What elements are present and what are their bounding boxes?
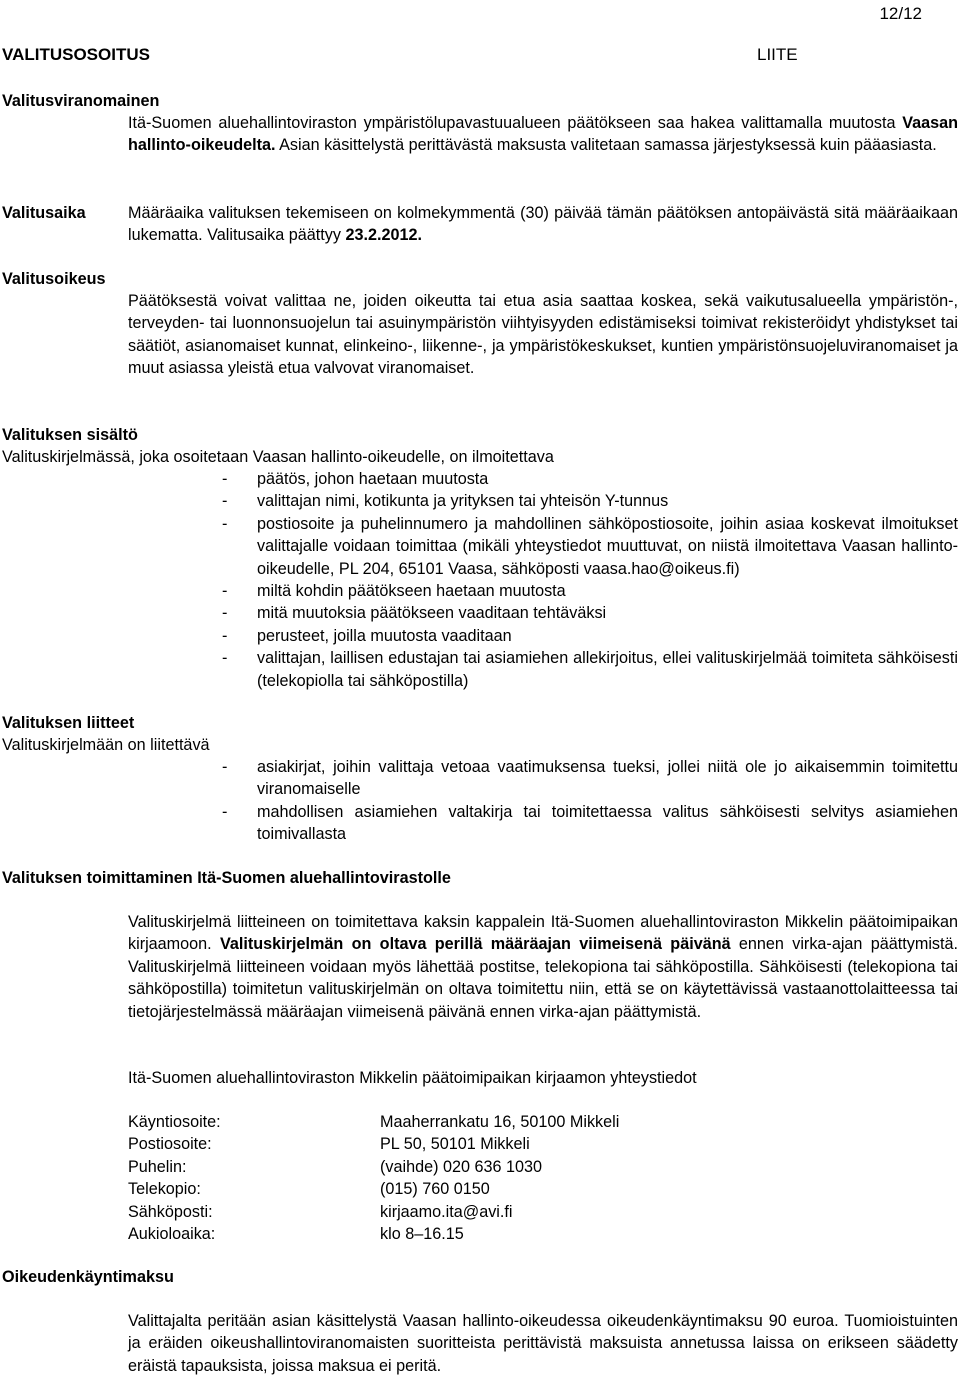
paragraph-valitusaika: Määräaika valituksen tekemiseen on kolmekymmentä (30) päivää tämän päätöksen antopäivästä sitä määräaikaan lukematta. Valitusaika päättyy 23.2.2012. xyxy=(128,204,958,245)
paragraph-valitusviranomainen: Itä-Suomen aluehallintoviraston ympäristölupavastuualueen päätökseen saa hakea valittamalla muutosta Vaasan hallinto-oikeudelta. Asian käsittelystä perittävästä maksusta valitetaan samassa järjestyksessä kuin pääasiasta. xyxy=(128,114,958,155)
liitteet-intro: Valituskirjelmään on liitettävä xyxy=(2,736,210,754)
contact-label: Käyntiosoite: xyxy=(128,1113,221,1131)
contact-row xyxy=(128,1111,619,1133)
contact-label: Puhelin: xyxy=(128,1157,187,1176)
list-item: - postiosoite ja puhelinnumero ja mahdollinen sähköpostiosoite, joihin asiaa koskevat ilmoitukset valittajalle voidaan toimittaa (mikäli yhteystiedot muuttuvat, on niistä ilmoitettava Vaasan hallinto-oikeudelle, PL 204, 65101 Vaasa, sähköposti vaasa.hao@oikeus.fi) xyxy=(222,513,958,580)
heading-valituksen-sisalto: Valituksen sisältö xyxy=(2,426,138,444)
contact-row xyxy=(128,1178,619,1200)
contact-heading: Itä-Suomen aluehallintoviraston Mikkelin päätoimipaikan kirjaamon yhteystiedot xyxy=(128,1069,697,1087)
contact-label: Telekopio: xyxy=(128,1180,201,1199)
contact-value: klo 8–16.15 xyxy=(380,1225,464,1244)
contact-value: Maaherrankatu 16, 50100 Mikkeli xyxy=(380,1113,620,1131)
paragraph-valitusoikeus: Päätöksestä voivat valittaa ne, joiden oikeutta tai etua asia saattaa koskea, sekä vaikutusalueella ympäristön-, terveyden- tai luonnonsuojelun tai asuinympäristön viihtyisyyden edistämiseksi toimivat rekisteröidyt yhdistykset tai säätiöt, asianomaiset kunnat, elinkeino-, liikenne-, ja ympäristökeskukset, kuntien ympäristönsuojeluviranomaiset ja muut asiassa yleistä etua valvovat viranomaiset. xyxy=(128,292,958,378)
contact-row xyxy=(128,1133,619,1155)
contact-label: Sähköposti: xyxy=(128,1202,213,1221)
list-item: - mahdollisen asiamiehen valtakirja tai toimitettaessa valitus sähköisesti selvitys asiamiehen toimivallasta xyxy=(222,801,958,846)
sisalto-list xyxy=(222,468,958,692)
heading-valituksen-toimittaminen: Valituksen toimittaminen Itä-Suomen aluehallintovirastolle xyxy=(2,869,451,887)
contact-value: (vaihde) 020 636 1030 xyxy=(380,1157,543,1176)
paragraph-oikeudenkayntimaksu: Valittajalta peritään asian käsittelystä Vaasan hallinto-oikeudessa oikeudenkäyntimaksu 90 euroa. Tuomioistuinten ja eräiden oikeushallintoviranomaisten suoritteista perittävistä maksuista annetussa laissa on erikseen säädetty eräistä tapauksista, joissa maksua ei peritä. xyxy=(128,1312,958,1375)
contact-value: kirjaamo.ita@avi.fi xyxy=(380,1202,513,1221)
contact-row xyxy=(128,1201,619,1223)
heading-valitusaika: Valitusaika xyxy=(2,204,86,222)
contact-label: Postiosoite: xyxy=(128,1135,212,1154)
list-item: - valittajan nimi, kotikunta ja yrityksen tai yhteisön Y-tunnus xyxy=(222,490,958,512)
heading-oikeudenkayntimaksu: Oikeudenkäyntimaksu xyxy=(2,1268,174,1286)
contact-row xyxy=(128,1223,619,1245)
list-item: - asiakirjat, joihin valittaja vetoaa vaatimuksensa tueksi, jollei niitä ole jo aikaisemmin toimitettu viranomaiselle xyxy=(222,756,958,801)
list-item: - miltä kohdin päätökseen haetaan muutosta xyxy=(222,580,958,602)
sisalto-intro: Valituskirjelmässä, joka osoitetaan Vaasan hallinto-oikeudelle, on ilmoitettava xyxy=(2,448,554,466)
appendix-label: LIITE xyxy=(757,45,798,64)
contact-row xyxy=(128,1156,619,1178)
contact-table xyxy=(128,1111,619,1245)
list-item: - valittajan, laillisen edustajan tai asiamiehen allekirjoitus, ellei valituskirjelmää toimiteta sähköisesti (telekopiolla tai sähköpostilla) xyxy=(222,647,958,692)
contact-value: PL 50, 50101 Mikkeli xyxy=(380,1135,530,1154)
list-item: - perusteet, joilla muutosta vaaditaan xyxy=(222,625,958,647)
page-number: 12/12 xyxy=(879,4,922,23)
contact-value: (015) 760 0150 xyxy=(380,1180,490,1199)
liitteet-list xyxy=(222,756,958,846)
heading-valitusoikeus: Valitusoikeus xyxy=(2,270,106,288)
heading-valitusviranomainen: Valitusviranomainen xyxy=(2,92,160,110)
heading-valituksen-liitteet: Valituksen liitteet xyxy=(2,714,135,732)
contact-label: Aukioloaika: xyxy=(128,1225,216,1244)
list-item: - päätös, johon haetaan muutosta xyxy=(222,468,958,490)
document-title: VALITUSOSOITUS xyxy=(2,45,150,64)
paragraph-toimittaminen: Valituskirjelmä liitteineen on toimitettava kaksin kappalein Itä-Suomen aluehallintoviraston Mikkelin päätoimipaikan kirjaamoon. Valituskirjelmän on oltava perillä määräajan viimeisenä päivänä ennen virka-ajan päättymistä. Valituskirjelmä liitteineen voidaan myös lähettää postitse, telekopiona tai sähköpostilla. Sähköisesti (telekopiona tai sähköpostilla) toimitetun valituskirjelmän on oltava toimitettu niin, että se on käytettävissä vastaanottolaitteessa tai tietojärjestelmässä määräajan viimeisenä päivänä ennen virka-ajan päättymistä. xyxy=(128,913,959,1021)
list-item: - mitä muutoksia päätökseen vaaditaan tehtäväksi xyxy=(222,602,958,624)
